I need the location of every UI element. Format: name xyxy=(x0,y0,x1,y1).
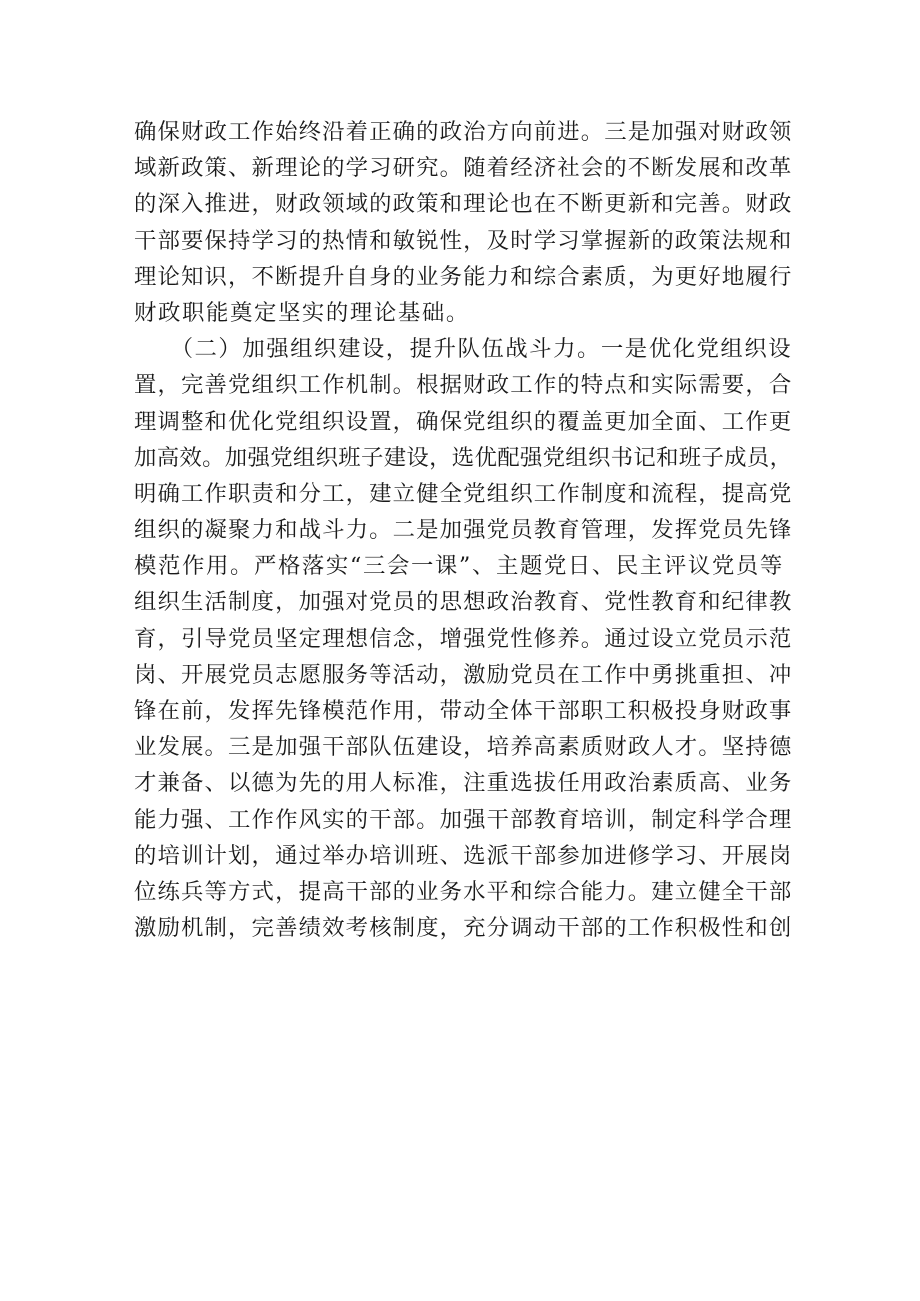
text-line: 业发展。三是加强干部队伍建设，培养高素质财政人才。坚持德 xyxy=(134,734,793,761)
text-line: 岗、开展党员志愿服务等活动，激励党员在工作中勇挑重担、冲 xyxy=(134,661,793,688)
text-line: 域新政策、新理论的学习研究。随着经济社会的不断发展和改革 xyxy=(134,155,793,182)
text-line: 理论知识，不断提升自身的业务能力和综合素质，为更好地履行 xyxy=(134,263,793,290)
section-heading-line: （二）加强组织建设，提升队伍战斗力。一是优化党组织设 xyxy=(134,336,793,363)
text-line: 激励机制，完善绩效考核制度，充分调动干部的工作积极性和创 xyxy=(134,915,793,942)
text-line: 置，完善党组织工作机制。根据财政工作的特点和实际需要，合 xyxy=(134,372,793,399)
text-line: 的培训计划，通过举办培训班、选派干部参加进修学习、开展岗 xyxy=(134,842,793,869)
text-line: 财政职能奠定坚实的理论基础。 xyxy=(134,299,470,326)
text-line: 组织的凝聚力和战斗力。二是加强党员教育管理，发挥党员先锋 xyxy=(134,517,793,544)
text-line: 模范作用。严格落实“三会一课”、主题党日、民主评议党员等 xyxy=(134,553,784,580)
text-line: 明确工作职责和分工，建立健全党组织工作制度和流程，提高党 xyxy=(134,480,793,507)
text-line: 组织生活制度，加强对党员的思想政治教育、党性教育和纪律教 xyxy=(134,589,793,616)
text-line: 的深入推进，财政领域的政策和理论也在不断更新和完善。财政 xyxy=(134,191,793,218)
text-line: 确保财政工作始终沿着正确的政治方向前进。三是加强对财政领 xyxy=(134,119,793,145)
body-text xyxy=(134,114,794,946)
text-line: 位练兵等方式，提高干部的业务水平和综合能力。建立健全干部 xyxy=(134,878,793,905)
text-line: 干部要保持学习的热情和敏锐性，及时学习掌握新的政策法规和 xyxy=(134,227,793,254)
text-line: 能力强、工作作风实的干部。加强干部教育培训，制定科学合理 xyxy=(134,806,793,833)
text-line: 锋在前，发挥先锋模范作用，带动全体干部职工积极投身财政事 xyxy=(134,698,793,724)
text-line: 理调整和优化党组织设置，确保党组织的覆盖更加全面、工作更 xyxy=(134,408,793,435)
text-line: 加高效。加强党组织班子建设，选优配强党组织书记和班子成员， xyxy=(134,444,793,471)
text-line: 育，引导党员坚定理想信念，增强党性修养。通过设立党员示范 xyxy=(134,625,793,652)
text-line: 才兼备、以德为先的用人标准，注重选拔任用政治素质高、业务 xyxy=(134,770,793,797)
